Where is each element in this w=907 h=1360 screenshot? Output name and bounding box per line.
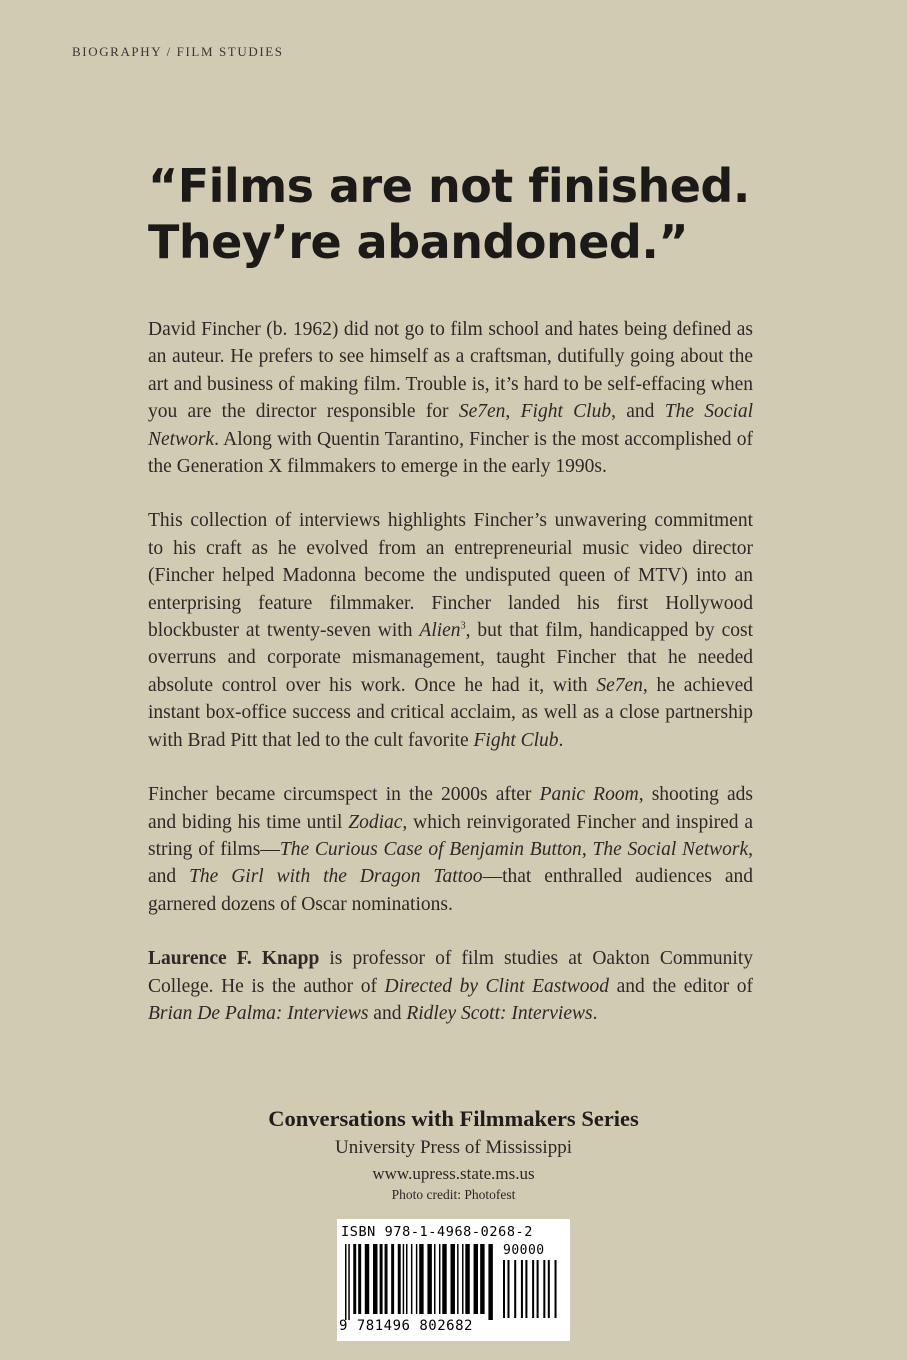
isbn-text: ISBN 978-1-4968-0268-2	[341, 1224, 534, 1240]
barcode-bar	[442, 1244, 446, 1314]
barcode-bar	[398, 1244, 401, 1314]
barcode-bar	[457, 1244, 458, 1314]
barcode-bar	[416, 1244, 417, 1314]
barcode-bar	[480, 1244, 484, 1314]
barcode-bar	[532, 1260, 534, 1318]
barcode-bar	[503, 1260, 505, 1318]
photo-credit: Photo credit: Photofest	[391, 1187, 516, 1202]
barcode-bar	[450, 1244, 454, 1314]
paragraph-author-bio: Laurence F. Knapp is professor of film studies at Oakton Community College. He is the author of Directed by Clint Eastwood and the editor of Brian De Palma: Interviews and Ridley Scott: Interviews.	[148, 948, 753, 1024]
barcode-bar	[434, 1244, 435, 1314]
barcode	[337, 1219, 570, 1341]
quote-line-1: “Films are not finished.	[148, 159, 750, 213]
barcode-bar	[525, 1260, 527, 1318]
ean-bars	[345, 1244, 497, 1320]
author-name: Laurence F. Knapp	[148, 948, 320, 970]
barcode-bar	[385, 1244, 388, 1314]
barcode-bar	[348, 1244, 349, 1320]
barcode-bar	[465, 1244, 469, 1314]
blurb	[148, 316, 753, 1027]
barcode-bar	[488, 1244, 492, 1320]
barcode-bar	[514, 1260, 516, 1318]
barcode-bar	[543, 1260, 545, 1318]
barcode-bar	[537, 1260, 539, 1318]
paragraph-intro: David Fincher (b. 1962) did not go to film school and hates being defined as an auteur. He prefers to see himself as a craftsman, dutifully going about the art and business of making film. Trouble is, it’s hard to be self-effacing when you are the director responsible for Se7en, Fight Club, and The Social Network. Along with Quentin Tarantino, Fincher is the most accomplished of the Generation X filmmakers to emerge in the early 1990s.	[148, 319, 754, 478]
barcode-bar	[427, 1244, 431, 1314]
barcode-bar	[507, 1260, 509, 1318]
publisher-name: University Press of Mississippi	[335, 1137, 572, 1158]
paragraph-later-career: Fincher became circumspect in the 2000s after Panic Room, shooting ads and biding his time until Zodiac, which reinvigorated Fincher and inspired a string of films—The Curious Case of Benjamin Button, The Social Network, and The Girl with the Dragon Tattoo—that enthralled audiences and garnered dozens of Oscar nominations.	[148, 784, 754, 915]
barcode-bar	[555, 1260, 557, 1318]
barcode-bar	[521, 1260, 523, 1318]
pull-quote	[148, 158, 848, 270]
barcode-bar	[353, 1244, 356, 1314]
barcode-bar	[373, 1244, 377, 1314]
series-title: Conversations with Filmmakers Series	[268, 1106, 639, 1131]
barcode-bar	[548, 1260, 550, 1318]
publisher-block	[0, 1103, 907, 1204]
barcode-bar	[411, 1244, 412, 1314]
barcode-bar	[403, 1244, 404, 1314]
publisher-url: www.upress.state.ms.us	[372, 1164, 535, 1183]
barcode-bar	[419, 1244, 423, 1314]
category-label: BIOGRAPHY / FILM STUDIES	[72, 44, 284, 59]
barcode-bar	[391, 1244, 394, 1314]
barcode-bar	[358, 1244, 361, 1314]
quote-line-2: They’re abandoned.”	[148, 215, 689, 269]
addon-bars	[503, 1260, 561, 1320]
barcode-bar	[345, 1244, 346, 1320]
barcode-bar	[439, 1244, 440, 1314]
barcode-bar	[380, 1244, 383, 1314]
paragraph-collection: This collection of interviews highlights Fincher’s unwavering commitment to his craft as he evolved from an entrepreneurial music video director (Fincher helped Madonna become the undisputed queen of MTV) into an enterprising feature filmmaker. Fincher landed his first Hollywood blockbuster at twenty-seven with Alien$^3$, but that film, handicapped by cost overruns and corporate mismanagement, taught Fincher that he needed absolute control over his work. Once he had it, with Se7en, he achieved instant box-office success and critical acclaim, as well as a close partnership with Brad Pitt that led to the cult favorite Fight Club.	[148, 510, 753, 751]
barcode-bar	[406, 1244, 407, 1314]
barcode-bar	[462, 1244, 463, 1314]
barcode-bar	[365, 1244, 369, 1314]
price-code: 90000	[503, 1243, 545, 1258]
barcode-bar	[474, 1244, 478, 1314]
ean-digits: 9 781496 802682	[339, 1318, 473, 1334]
